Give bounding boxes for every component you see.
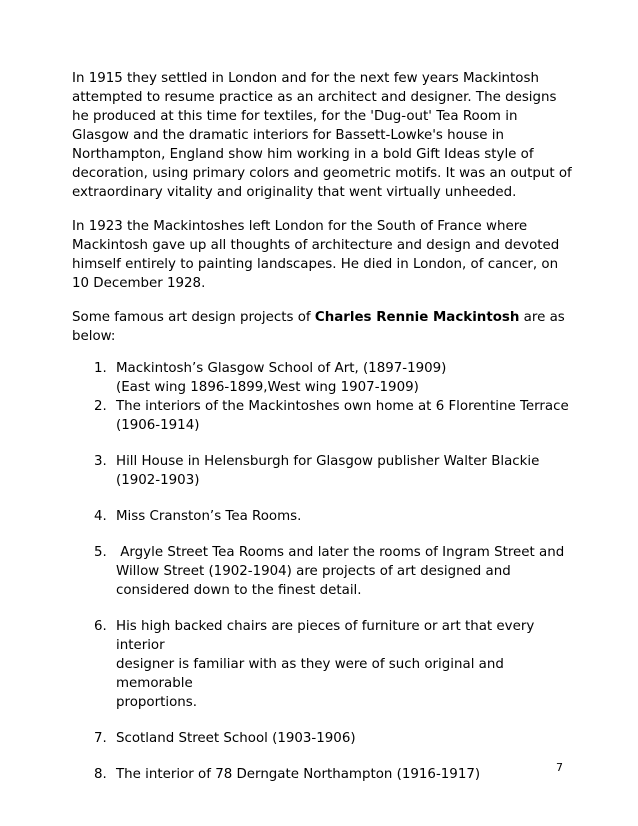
intro-text-before: Some famous art design projects of xyxy=(72,310,315,325)
list-item-text xyxy=(116,765,572,784)
list-item xyxy=(94,765,572,784)
list-item-line: Scotland Street School (1903-1906) xyxy=(116,731,356,746)
list-item-line: The interior of 78 Derngate Northampton (1916-1917) xyxy=(116,767,481,782)
list-item-text xyxy=(116,397,572,435)
list-item-number: 1. xyxy=(94,361,107,376)
page-number: 7 xyxy=(556,761,563,774)
list-item xyxy=(94,507,572,526)
list-item-line: Willow Street (1902-1904) are projects of art designed and xyxy=(116,564,511,579)
list-item-text xyxy=(116,729,572,748)
list-item-line: His high backed chairs are pieces of furniture or art that every interior xyxy=(116,619,535,653)
document-body xyxy=(72,69,572,784)
list-item-line: (East wing 1896-1899,West wing 1907-1909) xyxy=(116,380,419,395)
paragraph-london-years: In 1915 they settled in London and for the next few years Mackintosh attempted to resume practice as an architect and designer. The designs he produced at this time for textiles, for the 'Dug-out' Tea Room in Glasgow and the dramatic interiors for Bassett-Lowke's house in Northampton, England show him working in a bold Gift Ideas style of decoration, using primary colors and geometric motifs. It was an output of extraordinary vitality and originality that went virtually unheeded. xyxy=(72,71,572,200)
projects-intro xyxy=(72,308,572,346)
list-item-line: (1902-1903) xyxy=(116,473,200,488)
list-item-number: 5. xyxy=(94,545,107,560)
list-item-line: Argyle Street Tea Rooms and later the rooms of Ingram Street and xyxy=(116,545,565,560)
projects-list xyxy=(72,359,572,784)
intro-text-after: are as below: xyxy=(72,310,565,344)
list-item xyxy=(94,452,572,490)
list-item-text xyxy=(116,617,572,712)
list-item xyxy=(94,397,572,435)
list-item-text xyxy=(116,452,572,490)
list-item-text xyxy=(116,359,572,397)
paragraph-south-of-france: In 1923 the Mackintoshes left London for the South of France where Mackintosh gave up all thoughts of architecture and design and devoted himself entirely to painting landscapes. He died in London, of cancer, on 10 December 1928. xyxy=(72,219,560,291)
list-item xyxy=(94,359,572,397)
list-item-text xyxy=(116,507,572,526)
list-item-text xyxy=(116,543,572,600)
list-item-line: The interiors of the Mackintoshes own home at 6 Florentine Terrace xyxy=(116,399,569,414)
list-item xyxy=(94,543,572,600)
list-item xyxy=(94,617,572,712)
list-item-line: (1906-1914) xyxy=(116,418,200,433)
list-item-line: proportions. xyxy=(116,695,197,710)
list-item xyxy=(94,729,572,748)
list-item-number: 4. xyxy=(94,509,107,524)
list-item-number: 6. xyxy=(94,619,107,634)
list-item-line: Mackintosh’s Glasgow School of Art, (1897-1909) xyxy=(116,361,447,376)
list-item-line: Miss Cranston’s Tea Rooms. xyxy=(116,509,302,524)
list-item-number: 8. xyxy=(94,767,107,782)
list-item-line: designer is familiar with as they were of such original and memorable xyxy=(116,657,504,691)
list-item-line: Hill House in Helensburgh for Glasgow publisher Walter Blackie xyxy=(116,454,540,469)
list-item-number: 3. xyxy=(94,454,107,469)
list-item-number: 2. xyxy=(94,399,107,414)
list-item-line: considered down to the finest detail. xyxy=(116,583,362,598)
architect-name: Charles Rennie Mackintosh xyxy=(314,310,520,325)
list-item-number: 7. xyxy=(94,731,107,746)
